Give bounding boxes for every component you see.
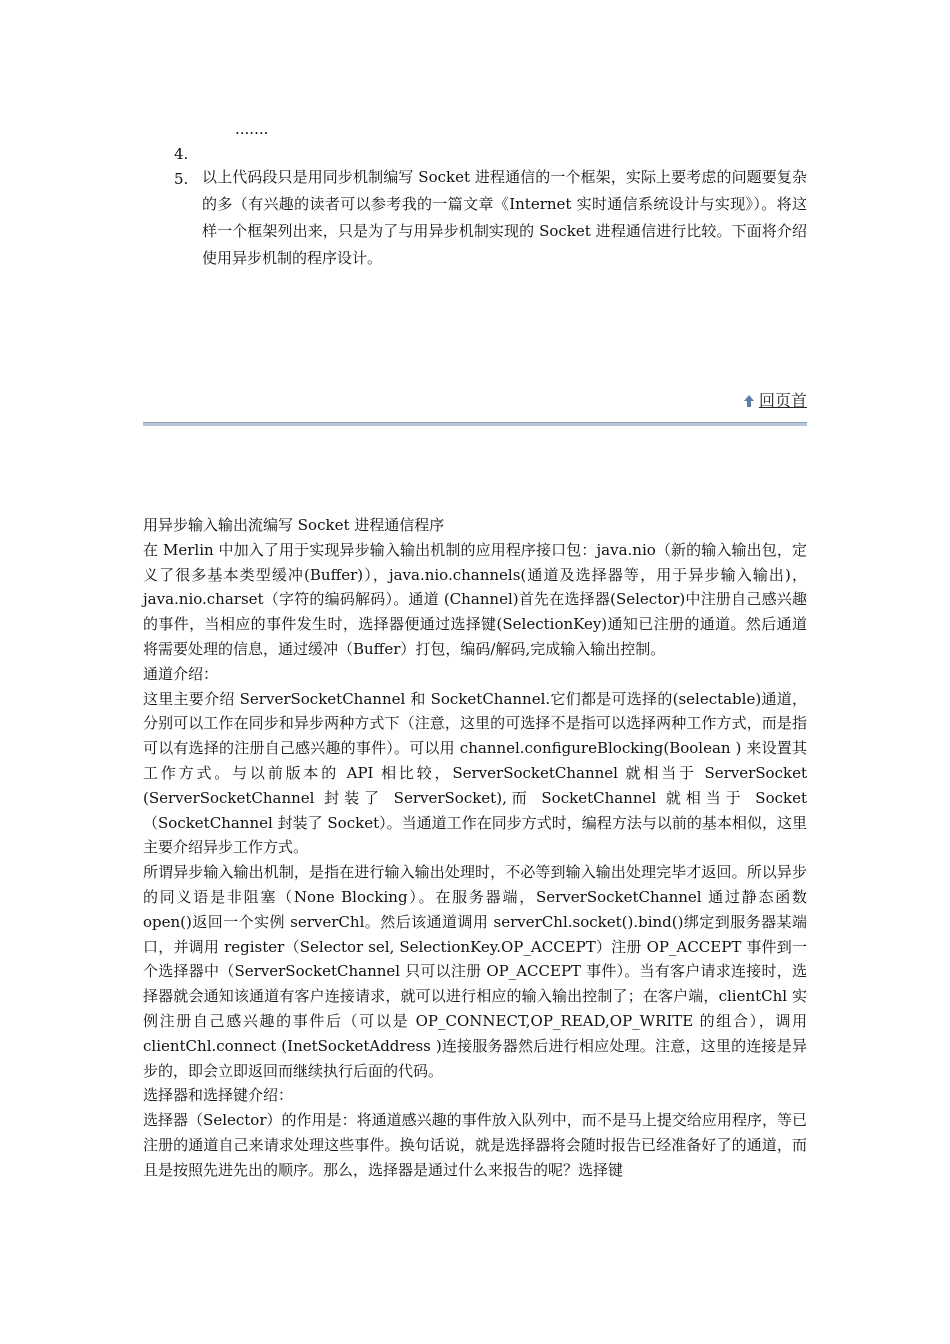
channel-paragraph: 这里主要介绍 ServerSocketChannel 和 SocketChannel.它们都是可选择的(selectable)通道，分别可以工作在同步和异步两种方式下（注意，这里的可选择不是指可以选择两种工作方式，而是指可以有选择的注册自己感兴趣的事件）。可以用 channel.configureBlocking(Boolean ) 来设置其工作方式。与以前版本的 API 相比较，ServerSocketChannel 就相当于 ServerSocket (ServerSocketChannel 封装了 ServerSocket),而 SocketChannel 就相当于 Socket（SocketChannel 封装了 Socket）。当通道工作在同步方式时，编程方法与以前的基本相似，这里主要介绍异步工作方式。 — [143, 689, 807, 857]
intro-paragraph: 在 Merlin 中加入了用于实现异步输入输出机制的应用程序接口包：java.nio（新的输入输出包，定义了很多基本类型缓冲(Buffer)），java.nio.channels(通道及选择器等，用于异步输入输出)，java.nio.charset（字符的编码解码）。通道 (Channel)首先在选择器(Selector)中注册自己感兴趣的事件，当相应的事件发生时，选择器便通过选择键(SelectionKey)通知已注册的通道。然后通道将需要处理的信息，通过缓冲（Buffer）打包，编码/解码,完成输入输出控制。 — [143, 540, 807, 658]
up-arrow-icon — [743, 394, 755, 408]
list-item-number-4: 4. — [174, 145, 189, 163]
back-to-top[interactable] — [743, 388, 807, 414]
async-paragraph: 所谓异步输入输出机制，是指在进行输入输出处理时，不必等到输入输出处理完毕才返回。所以异步的同义语是非阻塞（None Blocking）。在服务器端，ServerSocketChannel 通过静态函数 open()返回一个实例 serverChl。然后该通道调用 serverChl.socket().bind()绑定到服务器某端口，并调用 register（Selector sel, SelectionKey.OP_ACCEPT）注册 OP_ACCEPT 事件到一个选择器中（ServerSocketChannel 只可以注册 OP_ACCEPT 事件）。当有客户请求连接时，选择器就会通知该通道有客户连接请求，就可以进行相应的输入输出控制了；在客户端，clientChl 实例注册自己感兴趣的事件后（可以是 OP_CONNECT,OP_READ,OP_WRITE 的组合），调用 clientChl.connect (InetSocketAddress )连接服务器然后进行相应处理。注意，这里的连接是异步的，即会立即返回而继续执行后面的代码。 — [143, 863, 807, 1080]
list-item-number-5: 5. — [174, 170, 189, 188]
selector-heading: 选择器和选择键介绍： — [143, 1086, 294, 1105]
channel-heading: 通道介绍： — [143, 664, 219, 683]
code-ellipsis: ....... — [235, 120, 269, 138]
section-heading: 用异步输入输出流编写 Socket 进程通信程序 — [143, 516, 445, 534]
selector-paragraph: 选择器（Selector）的作用是：将通道感兴趣的事件放入队列中，而不是马上提交给应用程序，等已注册的通道自己来请求处理这些事件。换句话说，就是选择器将会随时报告已经准备好了的通道，而且是按照先进先出的顺序。那么，选择器是通过什么来报告的呢？选择键 — [143, 1111, 807, 1179]
back-to-top-link[interactable]: 回页首 — [758, 391, 807, 410]
article-body — [143, 513, 807, 1183]
section-divider — [143, 422, 807, 426]
list-item-5-text: 以上代码段只是用同步机制编写 Socket 进程通信的一个框架，实际上要考虑的问题要复杂的多（有兴趣的读者可以参考我的一篇文章《Internet 实时通信系统设计与实现》）。将这样一个框架列出来，只是为了与用异步机制实现的 Socket 进程通信进行比较。下面将介绍使用异步机制的程序设计。 — [202, 168, 807, 267]
